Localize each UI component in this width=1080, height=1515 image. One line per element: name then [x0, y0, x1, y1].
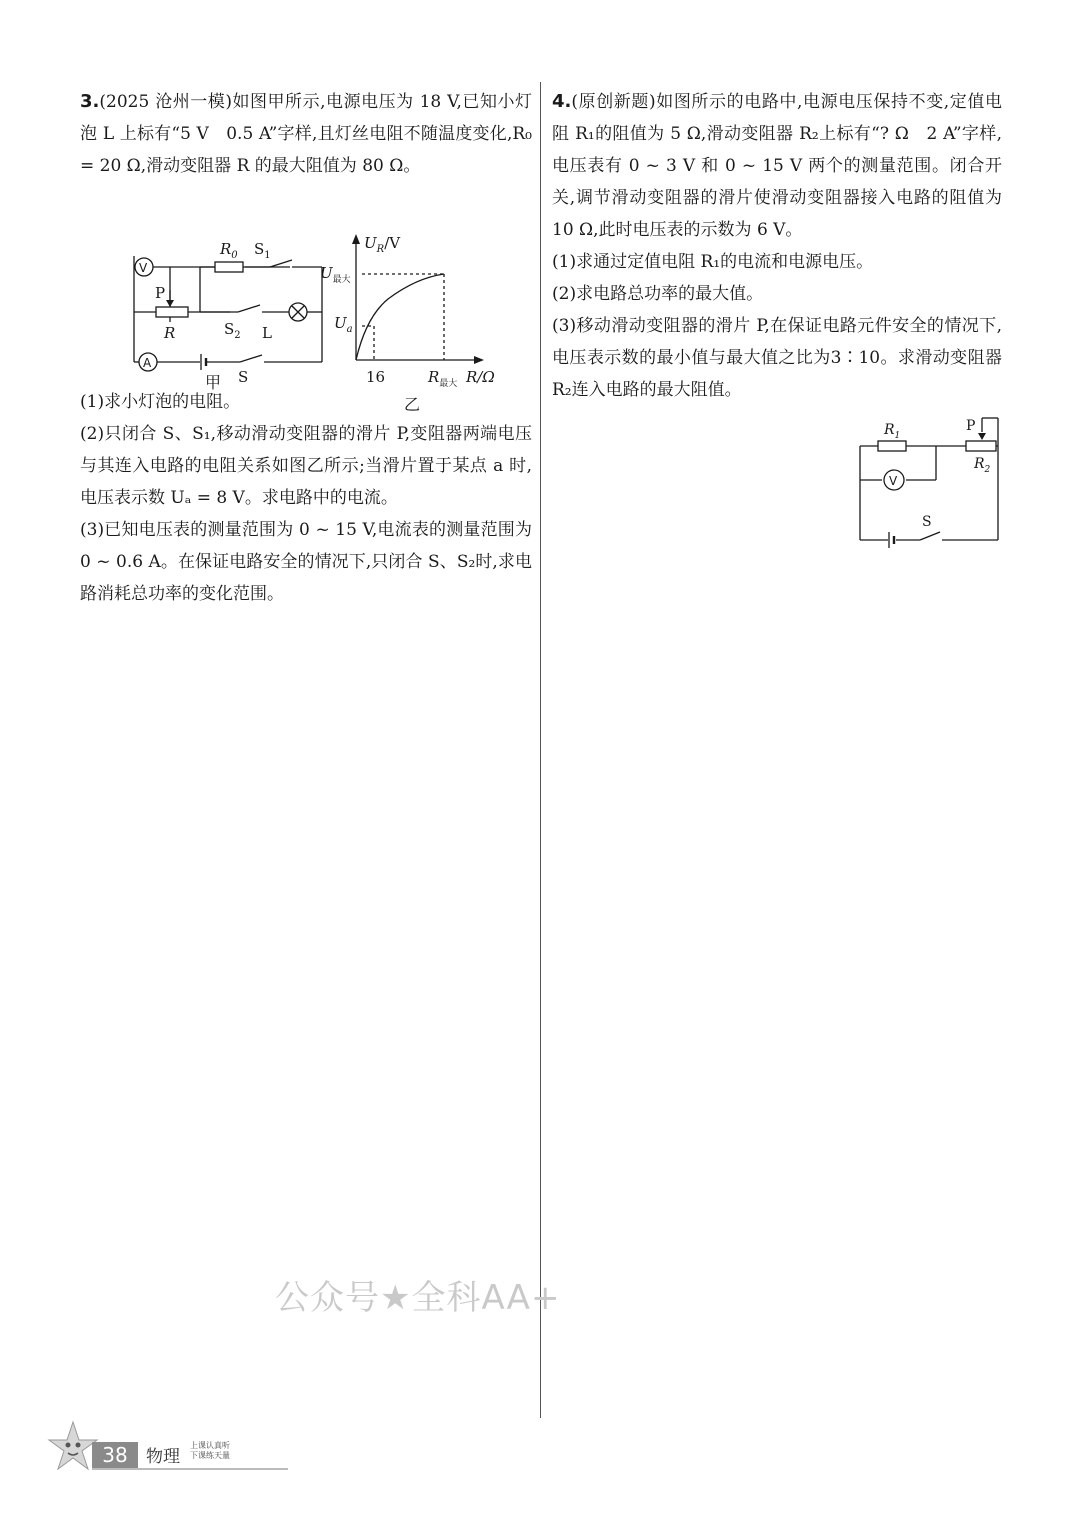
q3-number: 3. [80, 91, 100, 112]
column-divider [540, 82, 541, 1418]
slider-arrow [166, 300, 174, 307]
x-tick-16: 16 [366, 368, 386, 386]
slider-P-label: P [155, 284, 166, 302]
x-axis-label: R/Ω [466, 368, 495, 386]
voltmeter-label-q4: V [889, 474, 898, 488]
question-4 [552, 86, 1002, 554]
question-3 [80, 86, 532, 610]
switch-S-label: S [238, 368, 249, 386]
graph-yi [356, 242, 476, 360]
voltmeter-label: V [139, 261, 148, 275]
q3-part1: (1)求小灯泡的电阻。 [80, 392, 241, 412]
q4-part1: (1)求通过定值电阻 R₁的电流和电源电压。 [552, 252, 874, 272]
page-footer [48, 1420, 258, 1480]
switch-S-label-q4: S [922, 514, 932, 530]
slogan-line-1: 上课认真听 [190, 1441, 230, 1450]
q3-intro-text: (2025 沧州一模)如图甲所示,电源电压为 18 V,已知小灯泡 L 上标有“5 V 0.5 A”字样,且灯丝电阻不随温度变化,R₀ = 20 Ω,滑动变阻器 R 的最大阻值为 80 Ω。 [80, 92, 532, 176]
slogan [190, 1441, 230, 1461]
resistor-R1 [878, 441, 906, 451]
ur-curve [356, 274, 444, 360]
page-number: 38 [92, 1442, 138, 1468]
lamp-L-label: L [262, 324, 272, 342]
q4-circuit [552, 414, 1002, 554]
q4-part2: (2)求电路总功率的最大值。 [552, 284, 764, 304]
q4-intro [552, 86, 1002, 246]
slider-arrow-q4 [978, 433, 986, 440]
resistor-R0 [215, 262, 243, 272]
umax-label: $U_{最大}$ [320, 264, 351, 285]
y-axis-arrow [352, 234, 360, 244]
caption-jia: 甲 [205, 373, 222, 392]
rheostat-R2 [966, 441, 996, 451]
ua-label: $U_a$ [334, 314, 353, 335]
rheostat-R-label: R [164, 324, 176, 342]
x-axis-arrow [474, 356, 484, 364]
slogan-line-2: 下课练天量 [190, 1451, 230, 1460]
footer-underline [92, 1468, 288, 1470]
slider-P-label-q4: P [966, 418, 976, 434]
slide-rheostat-R [156, 307, 188, 317]
mascot-star-icon [48, 1420, 98, 1480]
rmax-label: $R_{最大}$ [428, 368, 458, 389]
R0-label: $R_0$ [220, 240, 238, 261]
q4-number: 4. [552, 91, 572, 112]
subject-label: 物理 [146, 1447, 180, 1467]
ammeter-label: A [143, 356, 152, 370]
R2-label: $R_2$ [974, 456, 991, 475]
watermark: 公众号★全科AA+ [275, 1278, 561, 1318]
q4-part3: (3)移动滑动变阻器的滑片 P,在保证电路元件安全的情况下,电压表示数的最小值与最大值之比为3∶10。求滑动变阻器 R₂连入电路的最大阻值。 [552, 316, 1002, 400]
q3-part3: (3)已知电压表的测量范围为 0 ~ 15 V,电流表的测量范围为 0 ~ 0.6 A。在保证电路安全的情况下,只闭合 S、S₂时,求电路消耗总功率的变化范围。 [80, 520, 532, 604]
q3-part2: (2)只闭合 S、S₁,移动滑动变阻器的滑片 P,变阻器两端电压与其连入电路的电阻关系如图乙所示;当滑片置于某点 a 时,电压表示数 Uₐ = 8 V。求电路中的电流。 [80, 424, 532, 508]
S2-label: $S_2$ [224, 320, 241, 341]
q4-intro-text: (原创新题)如图所示的电路中,电源电压保持不变,定值电阻 R₁的阻值为 5 Ω,滑动变阻器 R₂上标有“? Ω 2 A”字样,电压表有 0 ~ 3 V 和 0 ~ 15 V 两个的测量范围。闭合开关,调节滑动变阻器的滑片使滑动变阻器接入电路的阻值为 10 Ω,此时电压表的示数为 6 V。 [552, 92, 1002, 240]
y-axis-label: $U_R/V$ [364, 234, 401, 255]
R1-label: $R_1$ [884, 422, 901, 441]
S1-label: $S_1$ [254, 240, 271, 261]
caption-yi: 乙 [404, 395, 421, 414]
q3-intro [80, 86, 532, 182]
